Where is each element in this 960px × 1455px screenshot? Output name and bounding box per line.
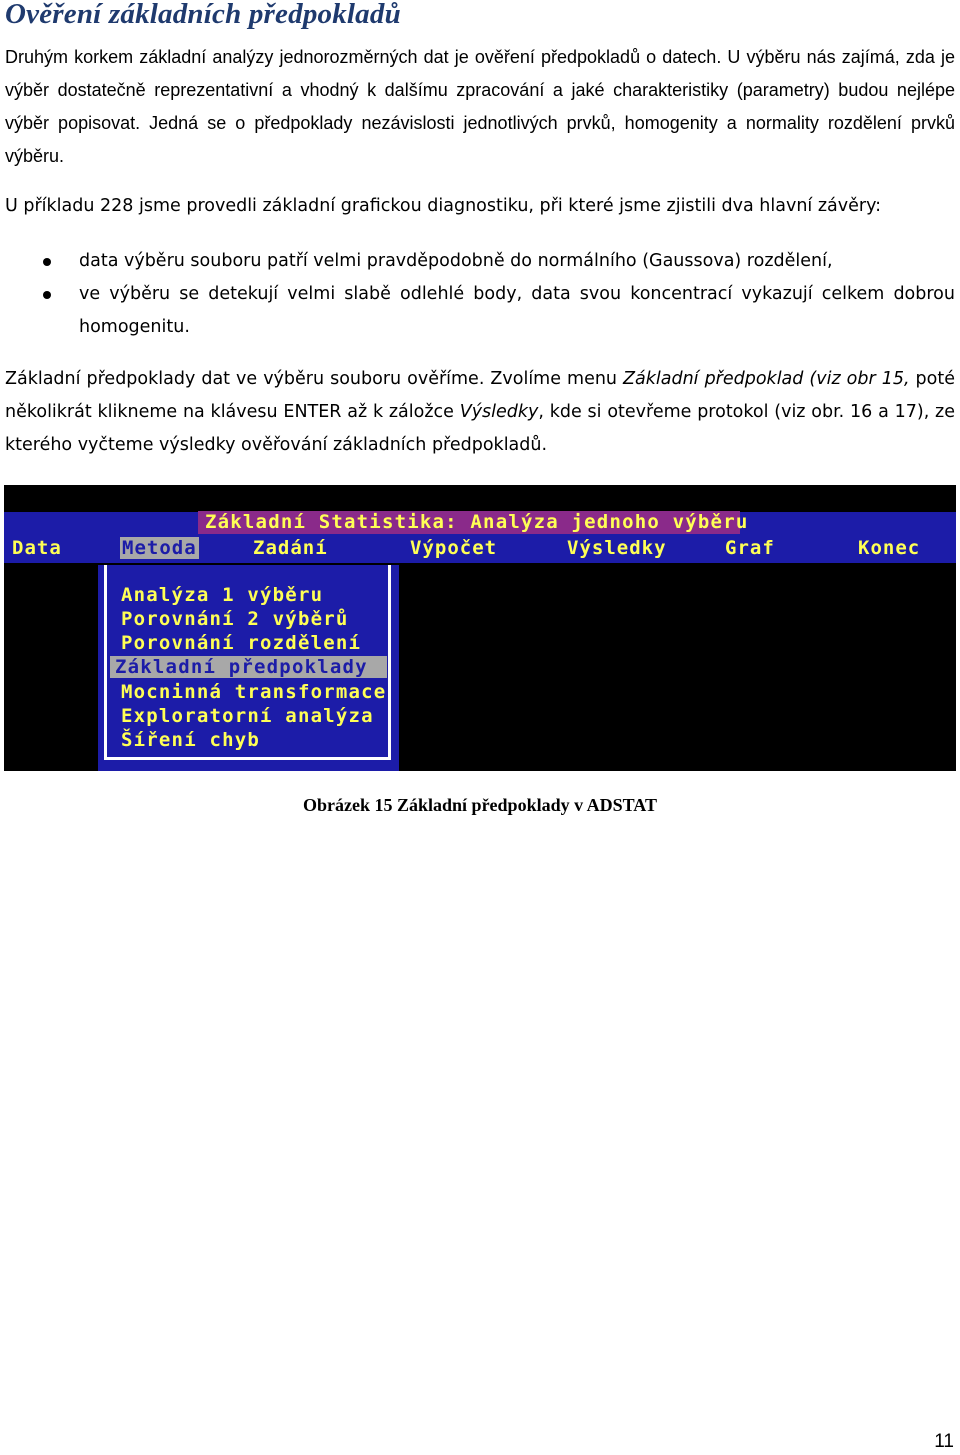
- menu-metoda[interactable]: Metoda: [122, 537, 197, 559]
- dropdown-item[interactable]: Šíření chyb: [121, 729, 261, 751]
- dropdown-item[interactable]: Porovnání 2 výběrů: [121, 608, 349, 630]
- instructions-paragraph: Základní předpoklady dat ve výběru souboru ověříme. Zvolíme menu Základní předpoklad (viz obr 15, poté několikrát klikneme na klávesu ENTER až k záložce Výsledky, kde si otevřeme protokol (viz obr. 16 a 17), ze kterého vyčteme výsledky ověřování základních předpokladů.: [5, 369, 955, 455]
- figure-caption: Obrázek 15 Základní předpoklady v ADSTAT: [303, 795, 657, 815]
- bullet-icon: [43, 291, 51, 299]
- dropdown-item[interactable]: Mocninná transformace: [121, 681, 387, 703]
- list-item: data výběru souboru patří velmi pravděpodobně do normálního (Gaussova) rozdělení,: [0, 245, 955, 278]
- list-item: ve výběru se detekují velmi slabě odlehlé body, data svou koncentrací vykazují celkem dobrou homogenitu.: [0, 278, 955, 344]
- menu-konec[interactable]: Konec: [858, 537, 921, 559]
- intro-paragraph: Druhým korkem základní analýzy jednorozměrných dat je ověření předpokladů o datech. U výběru nás zajímá, zda je výběr dostatečně reprezentativní a vhodný k dalšímu zpracování a jaké charakteristiky (parametry) budou nejlépe výběr popisovat. Jedná se o předpoklady nezávislosti jednotlivých prvků, homogenity a normality rozdělení prvků výběru.: [5, 47, 955, 166]
- dropdown-item-selected[interactable]: Základní předpoklady: [110, 656, 387, 678]
- bullet-icon: [43, 258, 51, 266]
- example-paragraph: U příkladu 228 jsme provedli základní grafickou diagnostiku, při které jsme zjistili dva hlavní závěry:: [5, 196, 882, 216]
- menu-vysledky[interactable]: Výsledky: [567, 537, 667, 559]
- section-heading: Ověření základních předpokladů: [5, 0, 401, 30]
- menu-vypocet[interactable]: Výpočet: [410, 537, 498, 559]
- dropdown-item[interactable]: Analýza 1 výběru: [121, 584, 324, 606]
- page-number: 11: [934, 1431, 954, 1452]
- dropdown-item[interactable]: Exploratorní analýza: [121, 705, 374, 727]
- menu-data[interactable]: Data: [12, 537, 62, 559]
- program-title: Základní Statistika: Analýza jednoho výběru: [205, 511, 749, 533]
- menu-zadani[interactable]: Zadání: [253, 537, 328, 559]
- dropdown-item[interactable]: Porovnání rozdělení: [121, 632, 362, 654]
- conclusions-list: [0, 245, 955, 344]
- adstat-screenshot: [4, 485, 956, 771]
- menu-graf[interactable]: Graf: [725, 537, 775, 559]
